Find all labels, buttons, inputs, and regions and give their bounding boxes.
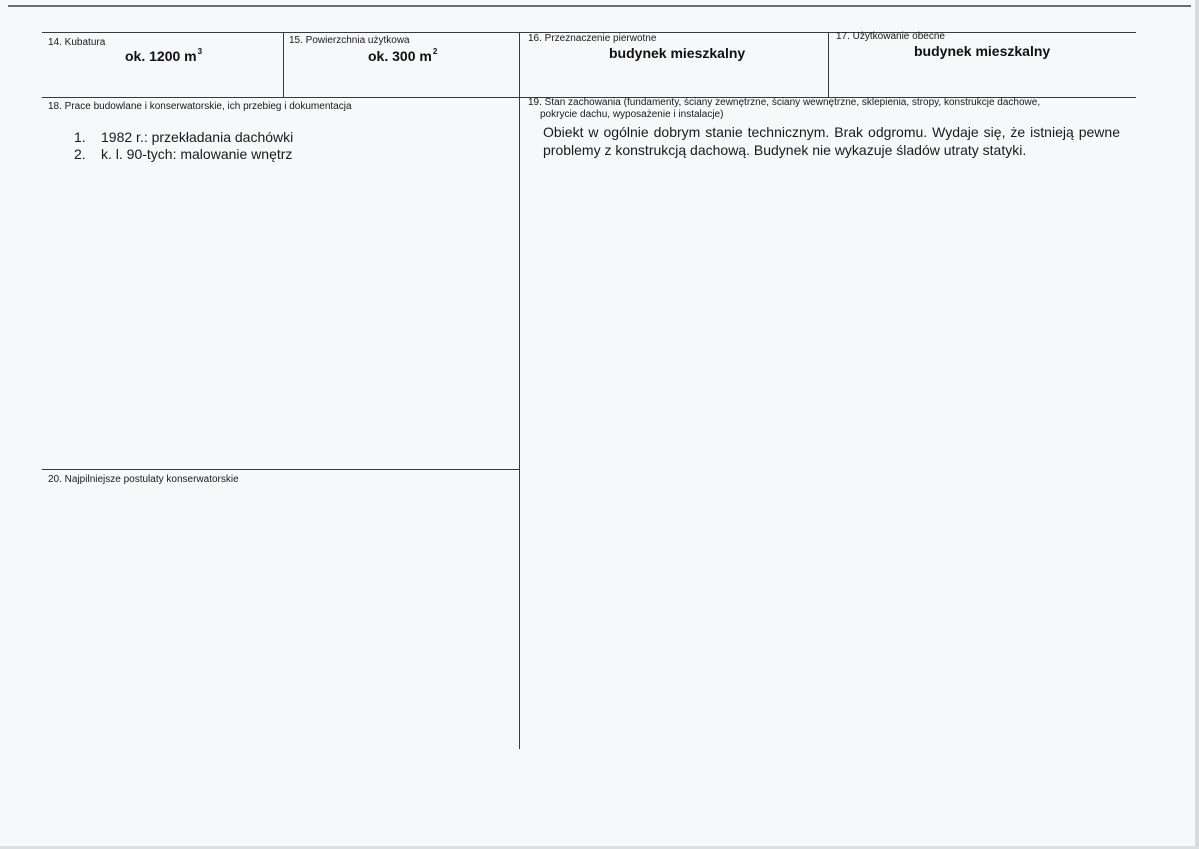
powierzchnia-label: 15. Powierzchnia użytkowa (289, 35, 410, 46)
przeznaczenie-value: budynek mieszkalny (609, 45, 746, 61)
uzytkowanie-value: budynek mieszkalny (914, 43, 1051, 59)
stan-text: Obiekt w ogólnie dobrym stanie technicznym. Brak odgromu. Wydaje się, że istnieją pewne problemy z konstrukcją dachową. Budynek nie wykazuje śladów utraty statyki. (543, 124, 1120, 158)
prace-list (74, 129, 293, 163)
stan-label-line2: pokrycie dachu, wyposażenie i instalacje) (540, 109, 724, 120)
postulaty-label: 20. Najpilniejsze postulaty konserwatorskie (48, 474, 239, 485)
divider-16-17 (828, 32, 829, 97)
kubatura-unit-power: 3 (197, 47, 203, 56)
divider-14-15 (283, 32, 284, 97)
stan-label-line1: 19. Stan zachowania (fundamenty, ściany zewnętrzne, ściany wewnętrzne, sklepienia, stropy, konstrukcje dachowe, (528, 97, 1041, 108)
list-item: 1. 1982 r.: przekładania dachówki (74, 129, 294, 145)
page-top-border (8, 5, 1191, 7)
uzytkowanie-label: 17. Użytkowanie obecne (836, 31, 945, 42)
list-item: 2. k. l. 90-tych: malowanie wnętrz (74, 146, 293, 162)
kubatura-label: 14. Kubatura (48, 37, 106, 48)
section20-top-line (42, 469, 519, 470)
page-right-edge (1195, 0, 1199, 849)
powierzchnia-unit-power: 2 (432, 47, 438, 56)
powierzchnia-value: ok. 300 $m^2$ (368, 47, 438, 64)
kubatura-value: ok. 1200 $m^3$ (125, 47, 203, 64)
przeznaczenie-label: 16. Przeznaczenie pierwotne (528, 33, 657, 44)
prace-label: 18. Prace budowlane i konserwatorskie, ich przebieg i dokumentacja (48, 101, 352, 112)
divider-15-16 (519, 32, 520, 749)
